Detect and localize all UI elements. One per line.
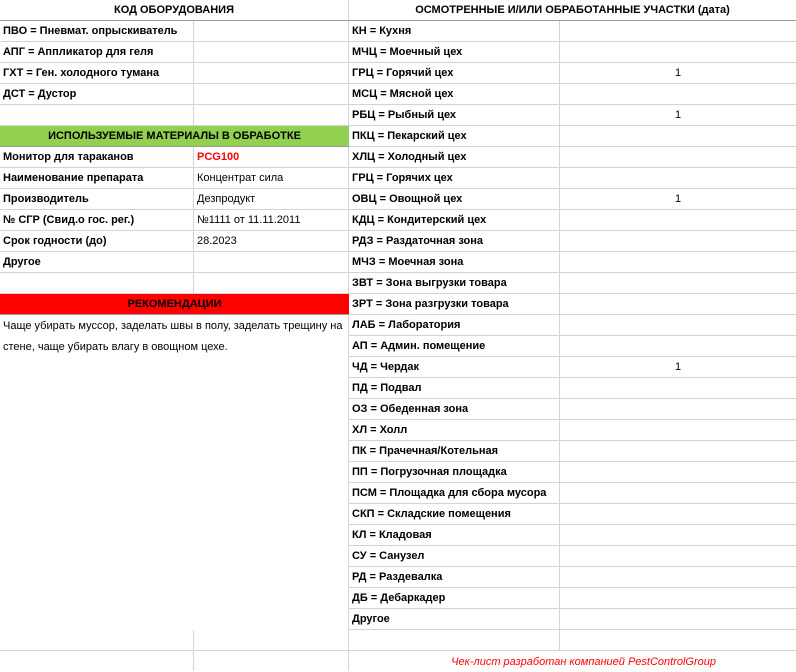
area-value[interactable] xyxy=(560,231,796,251)
material-value[interactable]: №1111 от 11.11.2011 xyxy=(194,210,349,230)
equipment-label: АПГ = Аппликатор для геля xyxy=(0,42,194,62)
area-value[interactable] xyxy=(560,294,796,314)
material-row[interactable] xyxy=(0,231,349,252)
area-value[interactable]: 1 xyxy=(674,67,682,79)
empty-cell[interactable] xyxy=(0,630,194,650)
materials-header[interactable] xyxy=(0,126,349,147)
area-value[interactable] xyxy=(560,147,796,167)
area-label: ПКЦ = Пекарский цех xyxy=(349,126,560,146)
material-label: Другое xyxy=(0,252,194,272)
area-label: МСЦ = Мясной цех xyxy=(349,84,560,104)
area-label: ЗВТ = Зона выгрузки товара xyxy=(349,273,560,293)
area-value[interactable] xyxy=(560,21,796,41)
area-value[interactable] xyxy=(560,210,796,230)
area-label: ПСМ = Площадка для сбора мусора xyxy=(349,483,560,503)
area-label: РД = Раздевалка xyxy=(349,567,560,587)
area-label: Другое xyxy=(349,609,560,629)
empty-cell[interactable] xyxy=(194,630,349,650)
equipment-row[interactable] xyxy=(0,21,349,42)
area-value[interactable] xyxy=(560,315,796,335)
material-row[interactable] xyxy=(0,168,349,189)
area-value[interactable] xyxy=(560,420,796,440)
area-row[interactable] xyxy=(349,462,796,483)
material-label: Наименование препарата xyxy=(0,168,194,188)
area-row[interactable] xyxy=(349,273,796,294)
area-label: ОВЦ = Овощной цех xyxy=(349,189,560,209)
area-value[interactable] xyxy=(560,168,796,188)
equipment-label: ДСТ = Дустор xyxy=(0,84,194,104)
area-row[interactable] xyxy=(349,546,796,567)
area-row[interactable] xyxy=(349,84,796,105)
left-panel xyxy=(0,0,349,315)
area-row[interactable] xyxy=(349,147,796,168)
area-value[interactable] xyxy=(560,504,796,524)
area-label: ПК = Прачечная/Котельная xyxy=(349,441,560,461)
area-value[interactable] xyxy=(560,84,796,104)
area-row[interactable] xyxy=(349,252,796,273)
area-value[interactable] xyxy=(560,462,796,482)
materials-header-label: ИСПОЛЬЗУЕМЫЕ МАТЕРИАЛЫ В ОБРАБОТКЕ xyxy=(48,130,301,142)
empty-row[interactable] xyxy=(0,105,349,126)
material-label: Срок годности (до) xyxy=(0,231,194,251)
area-label: ГРЦ = Горячий цех xyxy=(349,63,560,83)
area-value[interactable] xyxy=(560,546,796,566)
material-row[interactable] xyxy=(0,189,349,210)
area-row[interactable] xyxy=(349,105,796,126)
equipment-value-cell[interactable] xyxy=(194,63,349,83)
empty-cell[interactable] xyxy=(0,105,194,125)
area-value[interactable] xyxy=(560,588,796,608)
area-row[interactable] xyxy=(349,399,796,420)
area-value[interactable] xyxy=(560,273,796,293)
material-row[interactable] xyxy=(0,210,349,231)
area-value[interactable]: 1 xyxy=(674,193,682,205)
area-label: РДЗ = Раздаточная зона xyxy=(349,231,560,251)
material-label: Производитель xyxy=(0,189,194,209)
material-value[interactable]: PCG100 xyxy=(194,147,349,167)
area-row[interactable] xyxy=(349,588,796,609)
area-value[interactable] xyxy=(560,567,796,587)
material-label: Монитор для тараканов xyxy=(0,147,194,167)
area-label: ХЛЦ = Холодный цех xyxy=(349,147,560,167)
material-value[interactable]: 28.2023 xyxy=(194,231,349,251)
equipment-label: ГХТ = Ген. холодного тумана xyxy=(0,63,194,83)
area-label: ДБ = Дебаркадер xyxy=(349,588,560,608)
material-label: № СГР (Свид.о гос. рег.) xyxy=(0,210,194,230)
empty-cell[interactable] xyxy=(349,630,560,650)
area-row[interactable] xyxy=(349,336,796,357)
area-row[interactable] xyxy=(349,441,796,462)
area-row[interactable] xyxy=(349,294,796,315)
equipment-row[interactable] xyxy=(0,63,349,84)
area-row[interactable] xyxy=(349,63,796,84)
area-row[interactable] xyxy=(349,21,796,42)
area-value[interactable] xyxy=(560,252,796,272)
area-label: ПП = Погрузочная площадка xyxy=(349,462,560,482)
area-label: КН = Кухня xyxy=(349,21,560,41)
area-value[interactable] xyxy=(560,609,796,629)
area-value[interactable] xyxy=(560,483,796,503)
equipment-header-label: КОД ОБОРУДОВАНИЯ xyxy=(113,4,234,16)
area-row[interactable] xyxy=(349,609,796,630)
area-label: ХЛ = Холл xyxy=(349,420,560,440)
area-row[interactable] xyxy=(349,567,796,588)
area-label: АП = Админ. помещение xyxy=(349,336,560,356)
area-value[interactable] xyxy=(560,399,796,419)
area-label: СУ = Санузел xyxy=(349,546,560,566)
recommendations-header[interactable] xyxy=(0,294,349,315)
area-value[interactable] xyxy=(560,525,796,545)
area-row[interactable] xyxy=(349,231,796,252)
area-label: КЛ = Кладовая xyxy=(349,525,560,545)
empty-cell[interactable] xyxy=(194,273,349,293)
area-label: ЧД = Чердак xyxy=(349,357,560,377)
area-label: ОЗ = Обеденная зона xyxy=(349,399,560,419)
area-row[interactable] xyxy=(349,189,796,210)
empty-row[interactable] xyxy=(0,630,796,651)
equipment-header[interactable] xyxy=(0,0,349,21)
area-label: РБЦ = Рыбный цех xyxy=(349,105,560,125)
area-row[interactable] xyxy=(349,126,796,147)
areas-header-label: ОСМОТРЕННЫЕ И/ИЛИ ОБРАБОТАННЫЕ УЧАСТКИ (дата) xyxy=(415,4,730,16)
material-row[interactable] xyxy=(0,147,349,168)
material-value[interactable]: Концентрат сила xyxy=(194,168,349,188)
area-value[interactable] xyxy=(560,378,796,398)
area-value[interactable] xyxy=(560,336,796,356)
material-value[interactable]: Дезпродукт xyxy=(194,189,349,209)
area-label: СКП = Складские помещения xyxy=(349,504,560,524)
areas-panel xyxy=(349,0,796,630)
footer-note: Чек-лист разработан компанией PestControlGroup xyxy=(451,656,716,668)
recommendations-header-label: РЕКОМЕНДАЦИИ xyxy=(127,298,222,310)
empty-row[interactable] xyxy=(0,273,349,294)
area-value[interactable]: 1 xyxy=(674,109,682,121)
equipment-row[interactable] xyxy=(0,84,349,105)
area-row[interactable] xyxy=(349,420,796,441)
area-value[interactable] xyxy=(560,126,796,146)
recommendations-area[interactable] xyxy=(0,316,349,630)
area-row[interactable] xyxy=(349,483,796,504)
area-value[interactable] xyxy=(560,441,796,461)
empty-cell[interactable] xyxy=(194,105,349,125)
area-label: ЛАБ = Лаборатория xyxy=(349,315,560,335)
area-row[interactable] xyxy=(349,525,796,546)
area-row[interactable] xyxy=(349,42,796,63)
material-value[interactable] xyxy=(194,252,349,272)
empty-cell[interactable] xyxy=(0,651,194,671)
equipment-label: ПВО = Пневмат. опрыскиватель xyxy=(0,21,194,41)
area-row[interactable] xyxy=(349,357,796,378)
empty-cell[interactable] xyxy=(0,273,194,293)
area-label: ПД = Подвал xyxy=(349,378,560,398)
equipment-row[interactable] xyxy=(0,42,349,63)
recommendations-text[interactable]: Чаще убирать муссор, заделать швы в полу, заделать трещину на стене, чаще убирать влагу в овощном цехе. xyxy=(3,320,343,353)
area-value[interactable]: 1 xyxy=(674,361,682,373)
areas-list xyxy=(349,21,796,630)
area-row[interactable] xyxy=(349,168,796,189)
area-label: ЗРТ = Зона разгрузки товара xyxy=(349,294,560,314)
area-label: ГРЦ = Горячих цех xyxy=(349,168,560,188)
area-label: МЧЗ = Моечная зона xyxy=(349,252,560,272)
empty-cell[interactable] xyxy=(560,630,796,650)
area-row[interactable] xyxy=(349,504,796,525)
area-row[interactable] xyxy=(349,210,796,231)
material-row[interactable] xyxy=(0,252,349,273)
empty-cell[interactable] xyxy=(194,651,349,671)
area-row[interactable] xyxy=(349,378,796,399)
area-row[interactable] xyxy=(349,315,796,336)
area-label: МЧЦ = Моечный цех xyxy=(349,42,560,62)
area-value[interactable] xyxy=(560,42,796,62)
areas-header[interactable] xyxy=(349,0,796,21)
equipment-value-cell[interactable] xyxy=(194,42,349,62)
area-label: КДЦ = Кондитерский цех xyxy=(349,210,560,230)
equipment-value-cell[interactable] xyxy=(194,21,349,41)
equipment-value-cell[interactable] xyxy=(194,84,349,104)
